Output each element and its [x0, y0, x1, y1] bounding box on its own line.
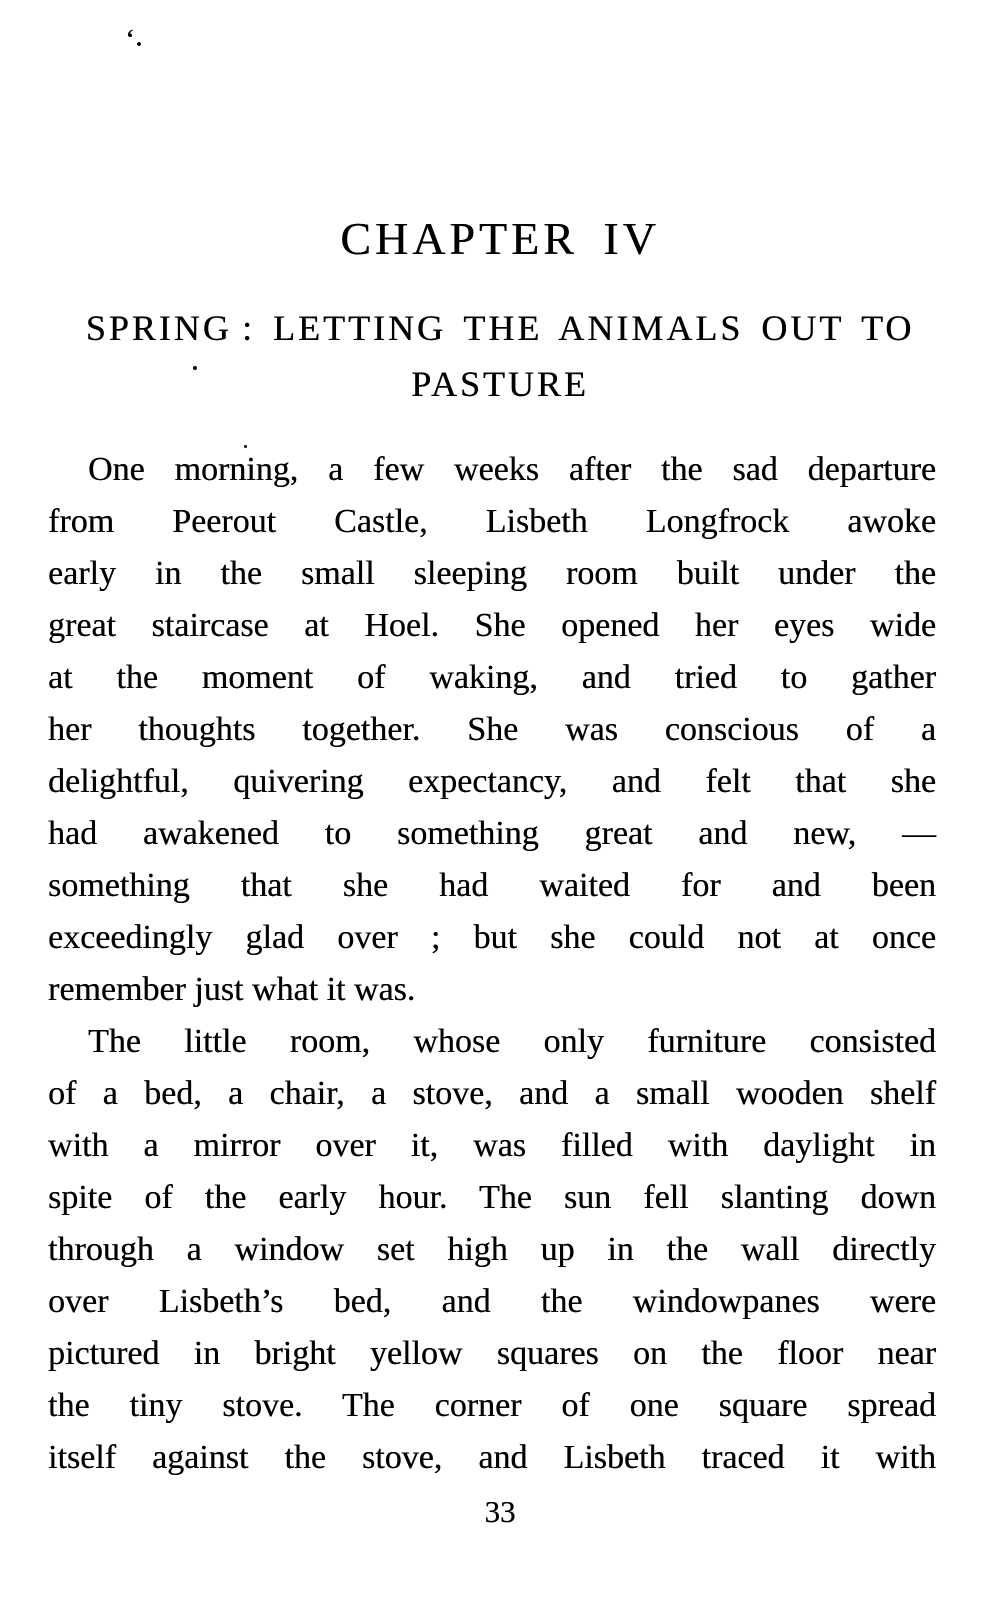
subtitle-line-1: SPRING : LETTING THE ANIMALS OUT TO [85, 308, 915, 348]
text-line: her thoughts together. She was conscious of a [48, 711, 936, 748]
chapter-subtitle [0, 300, 1000, 412]
text-line: over Lisbeth’s bed, and the windowpanes were [48, 1283, 936, 1320]
text-line: something that she had waited for and been [48, 867, 936, 904]
text-line: One morning, a few weeks after the sad departure [88, 451, 936, 488]
text-line: delightful, quivering expectancy, and felt that she [48, 763, 936, 800]
ink-mark: ‘. [126, 26, 144, 52]
text-line: had awakened to something great and new, — [48, 815, 936, 852]
text-line: pictured in bright yellow squares on the floor near [48, 1335, 936, 1372]
subtitle-line-2: PASTURE [411, 364, 589, 404]
ink-speck [193, 366, 197, 370]
text-line: remember just what it was. [48, 971, 416, 1008]
text-line: early in the small sleeping room built under the [48, 555, 936, 592]
text-line: spite of the early hour. The sun fell slanting down [48, 1179, 936, 1216]
text-line: The little room, whose only furniture consisted [88, 1023, 936, 1060]
text-line: through a window set high up in the wall directly [48, 1231, 936, 1268]
text-line: from Peerout Castle, Lisbeth Longfrock awoke [48, 503, 936, 540]
text-line: the tiny stove. The corner of one square spread [48, 1387, 936, 1424]
page-number: 33 [484, 1494, 516, 1529]
text-line: great staircase at Hoel. She opened her eyes wide [48, 607, 936, 644]
text-line: with a mirror over it, was filled with daylight in [48, 1127, 936, 1164]
body-text [48, 444, 936, 1484]
text-line: itself against the stove, and Lisbeth traced it with [48, 1439, 936, 1476]
chapter-heading: CHAPTER IV [340, 213, 660, 264]
text-line: exceedingly glad over ; but she could not at once [48, 919, 936, 956]
text-line: of a bed, a chair, a stove, and a small wooden shelf [48, 1075, 936, 1112]
text-line: at the moment of waking, and tried to gather [48, 659, 936, 696]
